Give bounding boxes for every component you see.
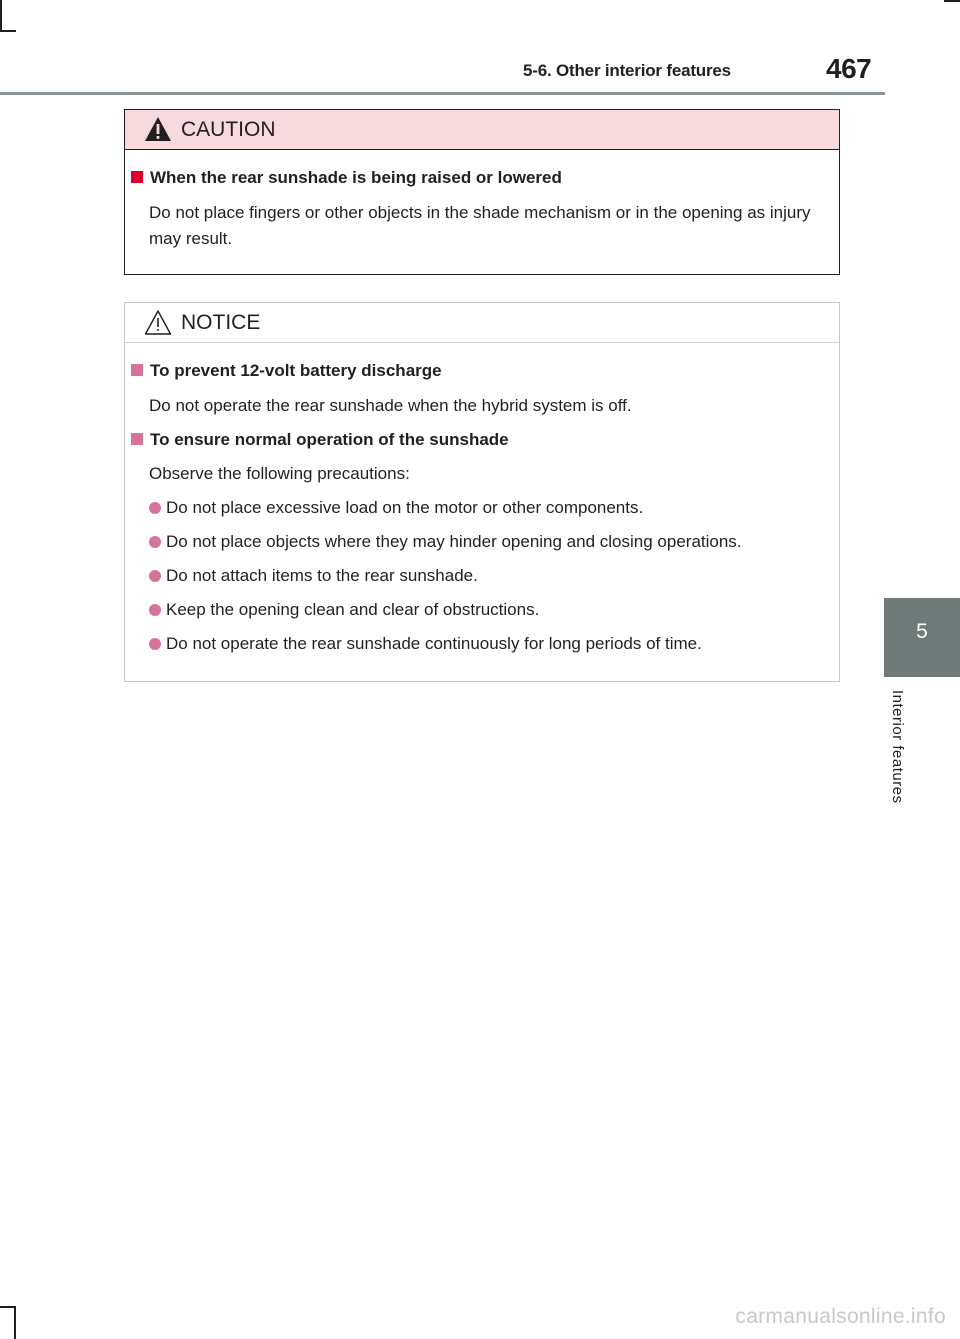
notice-heading [131,430,509,450]
chapter-label: Interior features [889,690,906,804]
page-number: 467 [826,53,872,84]
bullet-dot-icon [149,502,161,514]
caution-header [125,110,839,150]
bullet-dot-icon [149,570,161,582]
list-item-text: Do not place excessive load on the motor or other components. [166,498,644,517]
watermark: carmanualsonline.info [735,1305,946,1328]
notice-heading-text: To ensure normal operation of the sunshade [150,430,509,449]
caution-text: Do not place fingers or other objects in the shade mechanism or in the opening as injury may result. [149,203,811,248]
square-bullet-icon [131,433,143,445]
notice-box [124,302,840,682]
caution-heading-text: When the rear sunshade is being raised or lowered [150,168,562,187]
caution-heading [131,168,562,188]
list-item-text: Do not attach items to the rear sunshade. [166,566,478,585]
chapter-number: 5 [916,620,928,643]
list-item [149,600,539,620]
square-bullet-icon [131,364,143,376]
header-rule [0,92,885,95]
list-item-text: Do not operate the rear sunshade continuously for long periods of time. [166,634,702,653]
list-item [149,532,742,552]
caution-box [124,109,840,275]
bullet-dot-icon [149,604,161,616]
bullet-dot-icon [149,638,161,650]
list-item [149,634,702,654]
notice-title: NOTICE [181,311,261,334]
notice-heading [131,361,442,381]
notice-text: Do not operate the rear sunshade when the hybrid system is off. [149,396,632,415]
crop-mark [0,30,16,32]
crop-mark [14,1306,16,1339]
list-item-text: Do not place objects where they may hinder opening and closing operations. [166,532,742,551]
crop-mark [944,0,960,2]
square-bullet-icon [131,171,143,183]
bullet-dot-icon [149,536,161,548]
chapter-tab[interactable] [884,598,960,677]
list-item-text: Keep the opening clean and clear of obstructions. [166,600,540,619]
caution-title: CAUTION [181,118,276,141]
list-item [149,498,643,518]
warning-icon [144,116,172,142]
list-item [149,566,478,586]
warning-icon [144,309,172,335]
notice-header [125,303,839,343]
section-title: 5-6. Other interior features [523,61,731,80]
notice-heading-text: To prevent 12-volt battery discharge [150,361,442,380]
crop-mark [0,0,2,30]
notice-text: Observe the following precautions: [149,464,410,483]
